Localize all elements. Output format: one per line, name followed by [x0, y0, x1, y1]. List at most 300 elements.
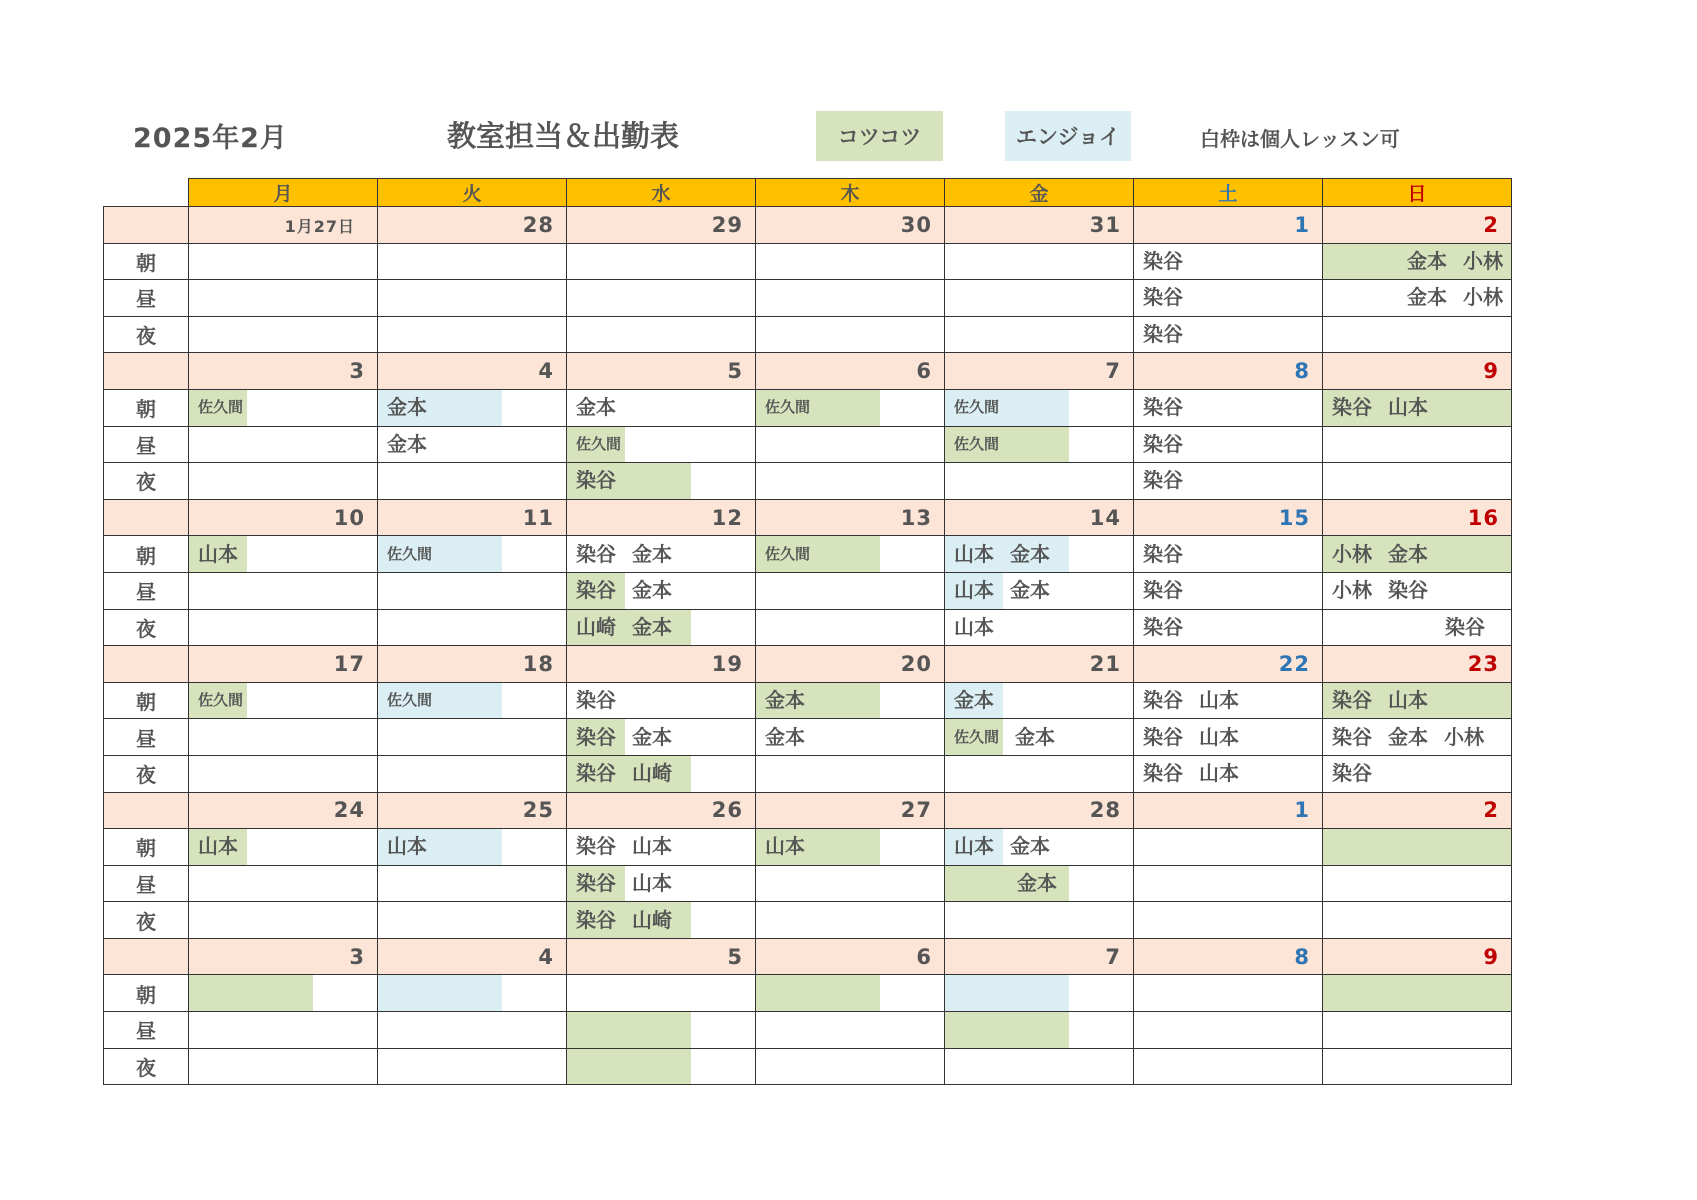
slot-label: 昼 [104, 1012, 189, 1049]
date-row [104, 646, 1512, 683]
date-cell [756, 646, 945, 683]
staff-names [945, 427, 1133, 462]
staff-names [189, 683, 377, 718]
date-cell [945, 207, 1134, 244]
staff-name: 山本 [1388, 395, 1428, 420]
schedule-cell[interactable] [756, 829, 945, 866]
slot-row [104, 280, 1512, 317]
schedule-cell[interactable] [945, 463, 1134, 500]
schedule-cell[interactable] [1134, 463, 1323, 500]
schedule-cell[interactable] [756, 389, 945, 426]
schedule-cell[interactable] [1134, 536, 1323, 573]
slot-row [104, 682, 1512, 719]
staff-name: 染谷 [1332, 395, 1372, 420]
schedule-cell[interactable] [567, 1012, 756, 1049]
staff-name: 佐久間 [954, 727, 1000, 746]
staff-name: 染谷 [576, 578, 616, 603]
schedule-cell[interactable] [945, 902, 1134, 939]
schedule-cell[interactable] [378, 243, 567, 280]
date-row-label [104, 207, 189, 244]
schedule-cell[interactable] [756, 719, 945, 756]
schedule-cell[interactable] [1323, 719, 1512, 756]
staff-name: 金本 [1010, 578, 1050, 603]
slot-row [104, 865, 1512, 902]
date-cell [756, 207, 945, 244]
staff-name: 小林 [1332, 578, 1372, 603]
date-row [104, 499, 1512, 536]
schedule-cell[interactable] [189, 280, 378, 317]
schedule-cell[interactable] [567, 389, 756, 426]
schedule-cell[interactable] [378, 829, 567, 866]
staff-names [567, 903, 755, 938]
staff-name: 染谷 [576, 761, 616, 786]
staff-names [1323, 390, 1511, 425]
date-number: 24 [333, 798, 365, 823]
date-cell [189, 938, 378, 975]
schedule-cell[interactable] [378, 426, 567, 463]
schedule-cell[interactable] [1323, 463, 1512, 500]
schedule-cell[interactable] [567, 572, 756, 609]
schedule-cell[interactable] [378, 975, 567, 1012]
staff-name: 小林 [1444, 724, 1484, 749]
staff-names [1134, 244, 1322, 279]
schedule-cell[interactable] [189, 755, 378, 792]
staff-name: 金本 [632, 578, 672, 603]
schedule-cell[interactable] [567, 719, 756, 756]
schedule-cell[interactable] [1134, 682, 1323, 719]
date-cell [1323, 499, 1512, 536]
staff-names [1323, 573, 1511, 608]
slot-label: 朝 [104, 243, 189, 280]
staff-name: 佐久間 [198, 398, 244, 417]
date-number: 28 [1089, 798, 1121, 823]
schedule-cell[interactable] [945, 389, 1134, 426]
slot-row [104, 316, 1512, 353]
schedule-cell[interactable] [756, 572, 945, 609]
staff-names [1134, 390, 1322, 425]
legend-kotsu: コツコツ [816, 111, 943, 161]
date-number: 10 [333, 505, 365, 530]
slot-label: 朝 [104, 389, 189, 426]
staff-names [567, 756, 755, 791]
page-title: 教室担当＆出勤表 [447, 119, 680, 153]
staff-name: 金本 [1010, 541, 1050, 566]
schedule-cell[interactable] [756, 755, 945, 792]
schedule-cell[interactable] [1323, 609, 1512, 646]
schedule-cell[interactable] [1323, 829, 1512, 866]
date-number: 2 [1483, 212, 1499, 237]
schedule-cell[interactable] [1134, 1012, 1323, 1049]
schedule-cell[interactable] [378, 865, 567, 902]
schedule-cell[interactable] [1134, 829, 1323, 866]
schedule-cell[interactable] [378, 536, 567, 573]
staff-name: 染谷 [1143, 688, 1183, 713]
staff-name: 佐久間 [576, 434, 622, 453]
schedule-cell[interactable] [378, 463, 567, 500]
date-row-label [104, 353, 189, 390]
slot-row [104, 463, 1512, 500]
staff-name: 染谷 [1143, 541, 1183, 566]
schedule-cell[interactable] [1323, 1048, 1512, 1085]
schedule-cell[interactable] [756, 426, 945, 463]
date-row-label [104, 938, 189, 975]
staff-name: 山本 [632, 870, 672, 895]
schedule-cell[interactable] [189, 426, 378, 463]
schedule-cell[interactable] [1134, 609, 1323, 646]
schedule-cell[interactable] [189, 609, 378, 646]
staff-names [1134, 537, 1322, 572]
staff-name: 山本 [1199, 688, 1239, 713]
schedule-cell[interactable] [378, 755, 567, 792]
date-cell [1323, 792, 1512, 829]
schedule-cell[interactable] [756, 280, 945, 317]
staff-name: 金本 [1010, 834, 1050, 859]
date-number: 22 [1278, 651, 1310, 676]
date-number: 16 [1467, 505, 1499, 530]
staff-names [567, 390, 755, 425]
staff-name: 山本 [954, 834, 994, 859]
schedule-cell[interactable] [1323, 536, 1512, 573]
slot-label: 朝 [104, 829, 189, 866]
schedule-cell[interactable] [1134, 316, 1323, 353]
staff-name: 染谷 [576, 688, 616, 713]
date-number: 26 [711, 798, 743, 823]
staff-names [756, 537, 944, 572]
staff-name: 染谷 [1143, 761, 1183, 786]
kotsu-class-highlight [567, 1049, 691, 1085]
staff-names [945, 720, 1133, 755]
schedule-cell[interactable] [945, 719, 1134, 756]
slot-label: 夜 [104, 902, 189, 939]
schedule-cell[interactable] [1323, 316, 1512, 353]
schedule-cell[interactable] [945, 1012, 1134, 1049]
date-number: 25 [522, 798, 554, 823]
schedule-cell[interactable] [189, 389, 378, 426]
staff-name: 山本 [1199, 724, 1239, 749]
schedule-cell[interactable] [378, 572, 567, 609]
schedule-cell[interactable] [1134, 243, 1323, 280]
weekday-header: 火 [378, 179, 567, 207]
date-number: 11 [522, 505, 554, 530]
schedule-cell[interactable] [567, 829, 756, 866]
staff-names [567, 720, 755, 755]
date-cell [378, 499, 567, 536]
staff-names [1134, 573, 1322, 608]
schedule-cell[interactable] [1134, 1048, 1323, 1085]
staff-name: 佐久間 [198, 691, 244, 710]
schedule-cell[interactable] [945, 865, 1134, 902]
schedule-cell[interactable] [378, 719, 567, 756]
schedule-cell[interactable] [756, 902, 945, 939]
schedule-cell[interactable] [1134, 572, 1323, 609]
kotsu-class-highlight [1323, 975, 1511, 1011]
schedule-cell[interactable] [1323, 572, 1512, 609]
schedule-cell[interactable] [567, 536, 756, 573]
legend-note: 白枠は個人レッスン可 [1200, 127, 1400, 151]
staff-name: 染谷 [1143, 248, 1183, 273]
schedule-cell[interactable] [189, 902, 378, 939]
schedule-cell[interactable] [378, 682, 567, 719]
schedule-cell[interactable] [756, 316, 945, 353]
slot-label: 昼 [104, 426, 189, 463]
weekday-header: 日 [1323, 179, 1512, 207]
schedule-cell[interactable] [1323, 865, 1512, 902]
staff-name: 染谷 [1332, 688, 1372, 713]
schedule-cell[interactable] [1323, 426, 1512, 463]
date-cell [1134, 646, 1323, 683]
schedule-cell[interactable] [1323, 389, 1512, 426]
schedule-cell[interactable] [567, 902, 756, 939]
date-cell [756, 792, 945, 829]
schedule-cell[interactable] [1134, 975, 1323, 1012]
schedule-cell[interactable] [945, 755, 1134, 792]
date-number: 17 [333, 651, 365, 676]
slot-label: 夜 [104, 1048, 189, 1085]
schedule-cell[interactable] [1323, 902, 1512, 939]
staff-name: 金本 [576, 395, 616, 420]
staff-name: 金本 [632, 724, 672, 749]
staff-name: 金本 [765, 724, 805, 749]
schedule-cell[interactable] [756, 1012, 945, 1049]
staff-name: 染谷 [576, 541, 616, 566]
schedule-cell[interactable] [378, 316, 567, 353]
slot-label: 朝 [104, 682, 189, 719]
schedule-cell[interactable] [378, 1012, 567, 1049]
schedule-cell[interactable] [189, 719, 378, 756]
slot-row [104, 1048, 1512, 1085]
schedule-cell[interactable] [378, 280, 567, 317]
staff-names [1323, 683, 1511, 718]
date-cell [945, 353, 1134, 390]
schedule-cell[interactable] [756, 865, 945, 902]
schedule-cell[interactable] [567, 865, 756, 902]
schedule-cell[interactable] [1323, 975, 1512, 1012]
schedule-cell[interactable] [378, 609, 567, 646]
date-cell [1134, 792, 1323, 829]
slot-row [104, 719, 1512, 756]
date-number: 14 [1089, 505, 1121, 530]
slot-row [104, 243, 1512, 280]
schedule-cell[interactable] [1134, 755, 1323, 792]
date-number: 8 [1294, 359, 1310, 384]
date-cell [945, 792, 1134, 829]
date-cell [1323, 207, 1512, 244]
schedule-cell[interactable] [756, 463, 945, 500]
date-row-label [104, 792, 189, 829]
slot-row [104, 536, 1512, 573]
staff-name: 金本 [1407, 285, 1447, 310]
legend-enjoy: エンジョイ [1005, 111, 1131, 161]
staff-name: 金本 [632, 614, 672, 639]
staff-name: 山本 [1388, 688, 1428, 713]
staff-name: 山本 [765, 834, 805, 859]
date-number: 9 [1483, 944, 1499, 969]
slot-row [104, 1012, 1512, 1049]
staff-names [567, 573, 755, 608]
schedule-cell[interactable] [1134, 719, 1323, 756]
staff-names [1134, 720, 1322, 755]
date-number: 9 [1483, 359, 1499, 384]
staff-name: 山崎 [576, 614, 616, 639]
staff-name: 金本 [632, 541, 672, 566]
schedule-cell[interactable] [567, 975, 756, 1012]
staff-name: 山崎 [632, 761, 672, 786]
date-cell [378, 938, 567, 975]
staff-name: 染谷 [1143, 395, 1183, 420]
date-number: 13 [900, 505, 932, 530]
staff-names [1323, 610, 1511, 645]
schedule-cell[interactable] [945, 572, 1134, 609]
schedule-cell[interactable] [378, 389, 567, 426]
slot-label: 朝 [104, 975, 189, 1012]
schedule-cell[interactable] [1134, 280, 1323, 317]
schedule-cell[interactable] [945, 316, 1134, 353]
schedule-cell[interactable] [378, 1048, 567, 1085]
schedule-cell[interactable] [1323, 1012, 1512, 1049]
staff-name: 染谷 [1143, 285, 1183, 310]
schedule-cell[interactable] [1134, 902, 1323, 939]
staff-names [378, 390, 566, 425]
staff-names [945, 866, 1133, 901]
staff-names [945, 573, 1133, 608]
schedule-cell[interactable] [945, 1048, 1134, 1085]
schedule-cell[interactable] [567, 755, 756, 792]
date-cell [567, 353, 756, 390]
slot-label: 昼 [104, 280, 189, 317]
schedule-cell[interactable] [945, 536, 1134, 573]
staff-names [378, 829, 566, 864]
schedule-cell[interactable] [945, 243, 1134, 280]
slot-label: 昼 [104, 572, 189, 609]
date-cell [1134, 353, 1323, 390]
date-cell [189, 499, 378, 536]
schedule-cell[interactable] [1134, 389, 1323, 426]
date-number: 2 [1483, 798, 1499, 823]
schedule-cell[interactable] [756, 682, 945, 719]
schedule-cell[interactable] [756, 1048, 945, 1085]
schedule-cell[interactable] [945, 829, 1134, 866]
schedule-cell[interactable] [189, 975, 378, 1012]
staff-names [567, 683, 755, 718]
schedule-cell[interactable] [567, 243, 756, 280]
schedule-cell[interactable] [189, 682, 378, 719]
schedule-cell[interactable] [189, 243, 378, 280]
staff-names [1134, 280, 1322, 315]
date-cell [378, 207, 567, 244]
enjoy-class-highlight [378, 975, 502, 1011]
schedule-cell[interactable] [189, 1012, 378, 1049]
date-row-label [104, 646, 189, 683]
slot-row [104, 572, 1512, 609]
staff-name: 金本 [765, 688, 805, 713]
date-cell [945, 646, 1134, 683]
staff-name: 染谷 [1445, 614, 1485, 639]
schedule-cell[interactable] [945, 609, 1134, 646]
date-number: 20 [900, 651, 932, 676]
weekday-header: 月 [189, 179, 378, 207]
schedule-cell[interactable] [189, 1048, 378, 1085]
schedule-cell[interactable] [1134, 865, 1323, 902]
schedule-cell[interactable] [567, 463, 756, 500]
schedule-cell[interactable] [189, 536, 378, 573]
date-number: 7 [1105, 944, 1121, 969]
schedule-cell[interactable] [945, 426, 1134, 463]
staff-name: 染谷 [1143, 322, 1183, 347]
staff-names [1323, 244, 1511, 279]
date-cell [567, 499, 756, 536]
staff-name: 山本 [387, 834, 427, 859]
schedule-cell[interactable] [189, 865, 378, 902]
staff-names [945, 537, 1133, 572]
slot-row [104, 609, 1512, 646]
schedule-cell[interactable] [945, 975, 1134, 1012]
schedule-cell[interactable] [189, 829, 378, 866]
schedule-cell[interactable] [945, 682, 1134, 719]
kotsu-class-highlight [945, 1012, 1069, 1048]
date-number: 1 [1294, 212, 1310, 237]
schedule-cell[interactable] [189, 463, 378, 500]
slot-label: 夜 [104, 609, 189, 646]
schedule-cell[interactable] [1323, 682, 1512, 719]
staff-names [945, 610, 1133, 645]
schedule-cell[interactable] [567, 682, 756, 719]
schedule-cell[interactable] [756, 536, 945, 573]
schedule-cell[interactable] [1323, 243, 1512, 280]
staff-names [1323, 720, 1511, 755]
schedule-cell[interactable] [756, 243, 945, 280]
staff-name: 染谷 [1143, 724, 1183, 749]
schedule-cell[interactable] [1323, 280, 1512, 317]
date-number: 21 [1089, 651, 1121, 676]
staff-names [1134, 317, 1322, 352]
staff-name: 金本 [1015, 724, 1056, 749]
staff-names [189, 829, 377, 864]
date-number: 15 [1278, 505, 1310, 530]
staff-name: 佐久間 [387, 544, 433, 563]
staff-name: 佐久間 [387, 691, 433, 710]
schedule-cell[interactable] [756, 609, 945, 646]
schedule-cell[interactable] [1323, 755, 1512, 792]
staff-names [1323, 537, 1511, 572]
schedule-cell[interactable] [567, 426, 756, 463]
date-number: 5 [727, 944, 743, 969]
weekday-header: 金 [945, 179, 1134, 207]
schedule-cell[interactable] [567, 609, 756, 646]
month-title: 2025年2月 [133, 123, 288, 154]
schedule-cell[interactable] [567, 1048, 756, 1085]
schedule-cell[interactable] [189, 316, 378, 353]
date-number: 28 [522, 212, 554, 237]
date-number: 1月27日 [284, 216, 355, 236]
staff-name: 染谷 [576, 724, 616, 749]
date-number: 8 [1294, 944, 1310, 969]
staff-name: 金本 [1017, 870, 1057, 895]
schedule-cell[interactable] [567, 280, 756, 317]
schedule-cell[interactable] [756, 975, 945, 1012]
date-number: 29 [711, 212, 743, 237]
staff-name: 小林 [1463, 285, 1503, 310]
schedule-cell[interactable] [378, 902, 567, 939]
date-cell [567, 646, 756, 683]
date-cell [567, 792, 756, 829]
staff-name: 染谷 [1388, 578, 1428, 603]
staff-name: 染谷 [576, 468, 616, 493]
schedule-cell[interactable] [567, 316, 756, 353]
schedule-cell[interactable] [189, 572, 378, 609]
schedule-cell[interactable] [945, 280, 1134, 317]
staff-name: 染谷 [576, 907, 616, 932]
schedule-cell[interactable] [1134, 426, 1323, 463]
